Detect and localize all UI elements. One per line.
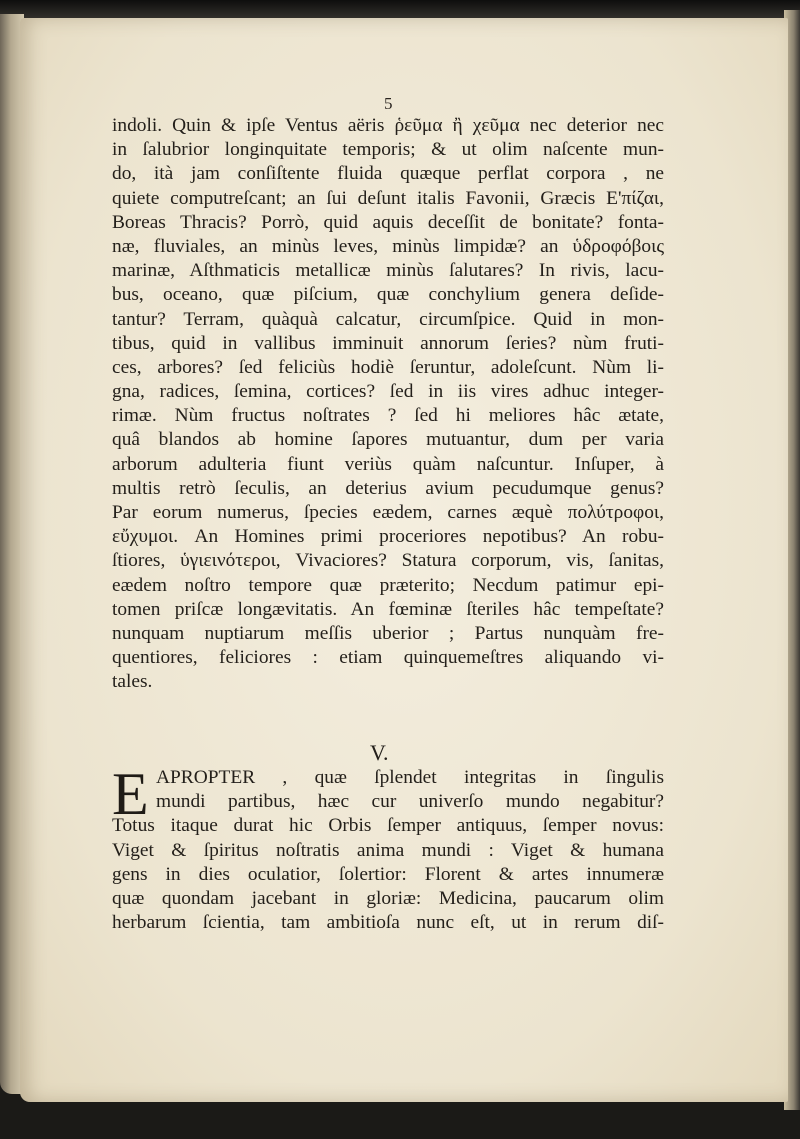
text-line: arborum adulteria fiunt veriùs quàm naſcuntur. Inſuper, à — [112, 453, 664, 475]
section-number: V. — [370, 740, 389, 765]
text-line: tales. — [112, 671, 153, 693]
text-line: multis retrò ſeculis, an deterius avium pecudumque genus? — [112, 477, 664, 499]
text-line: ces, arbores? ſed feliciùs hodiè ſeruntur, adoleſcunt. Nùm li- — [112, 356, 664, 378]
text-line: quæ quondam jacebant in gloriæ: Medicina, paucarum olim — [112, 887, 664, 909]
text-line: Boreas Thracis? Porrò, quid aquis deceſſit de bonitate? fonta- — [112, 211, 664, 233]
text-line: Par eorum numerus, ſpecies eædem, carnes æquè πολύτροφοι, — [112, 502, 664, 523]
text-line: in ſalubrior longinquitate temporis; & ut olim naſcente mun- — [112, 139, 664, 161]
text-line: tibus, quid in vallibus imminuit annorum ſeries? nùm fruti- — [112, 332, 664, 354]
text-line: eædem noſtro tempore quæ præterito; Necdum patimur epi- — [112, 574, 664, 596]
text-line: quâ blandos ab homine ſapores mutuantur, dum per varia — [112, 429, 664, 451]
text-line: Totus itaque durat hic Orbis ſemper antiquus, ſemper novus: — [112, 815, 664, 837]
paragraph-two — [112, 761, 664, 935]
text-line: gens in dies oculatior, ſolertior: Florent & artes innumeræ — [112, 863, 664, 885]
text-line: tantur? Terram, quàquà calcatur, circumſpice. Quid in mon- — [112, 308, 664, 330]
text-line: quiete computreſcant; an ſui deſunt italis Favonii, Græcis E'πίζαι, — [112, 187, 664, 209]
text-line: marinæ, Aſthmaticis metallicæ minùs ſalutares? In rivis, lacu- — [112, 260, 664, 282]
text-line: Viget & ſpiritus noſtratis anima mundi : Viget & humana — [112, 839, 664, 861]
drop-cap: E — [112, 761, 149, 827]
text-line: APROPTER , quæ ſplendet integritas in ſingulis — [156, 767, 664, 788]
page-number: 5 — [384, 94, 393, 113]
text-line: quentiores, feliciores : etiam quinquemeſtres aliquando vi- — [112, 647, 664, 669]
paragraph-one — [112, 114, 664, 695]
text-line: mundi partibus, hæc cur univerſo mundo negabitur? — [156, 791, 664, 813]
text-line: gna, radices, ſemina, cortices? ſed in iis vires adhuc integer- — [112, 381, 664, 403]
text-line: do, ità jam conſiſtente fluida quæque perflat corpora , ne — [112, 163, 664, 185]
text-line: εὔχυμοι. An Homines primi proceriores nepotibus? An robu- — [112, 526, 664, 548]
text-line: tomen priſcæ longævitatis. An fœminæ ſteriles hâc tempeſtate? — [112, 598, 664, 620]
text-line: ſtiores, ὑγιεινότεροι, Vivaciores? Statura corporum, vis, ſanitas, — [112, 550, 664, 572]
text-line: bus, oceano, quæ piſcium, quæ conchylium genera deſide- — [112, 284, 664, 306]
text-line: nunquam nuptiarum meſſis uberior ; Partus nunquàm fre- — [112, 622, 664, 644]
text-line: rimæ. Nùm fructus noſtrates ? ſed hi meliores hâc ætate, — [112, 405, 664, 427]
text-line: indoli. Quin & ipſe Ventus aëris ῥεῦμα ἢ χεῦμα nec deterior nec — [112, 115, 664, 136]
text-line: herbarum ſcientia, tam ambitioſa nunc eſt, ut in rerum diſ- — [112, 912, 664, 934]
text-line: næ, fluviales, an minùs leves, minùs limpidæ? an ὑδροφόβοις — [112, 235, 664, 257]
